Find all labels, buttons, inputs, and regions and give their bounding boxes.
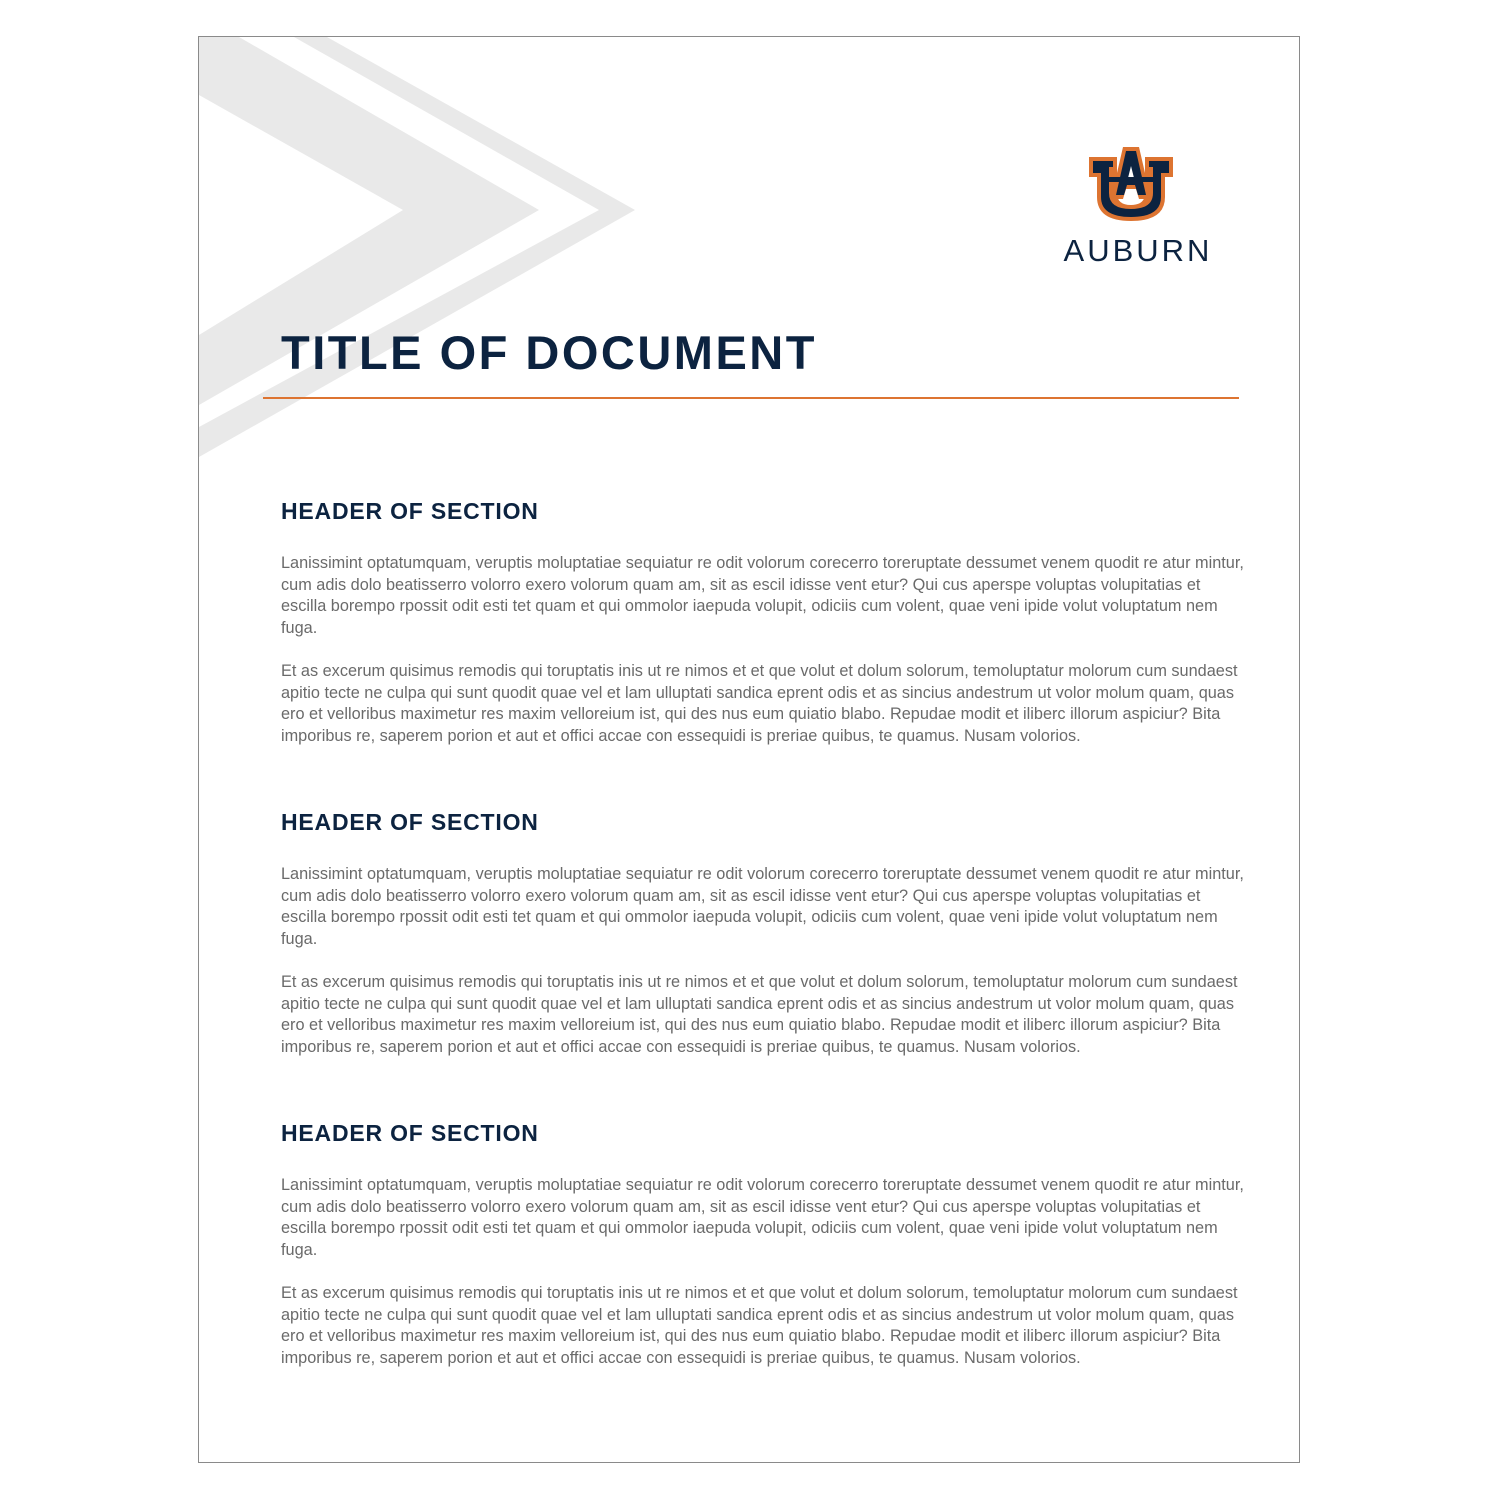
document-body (281, 495, 1246, 1428)
section-paragraph: Lanissimint optatumquam, veruptis moluptatiae sequiatur re odit volorum corecerro toreruptate dessumet venem quodit re atur mintur, cum adis dolo beatisserro volorro exero volorum quam am, sit as escil idisse vent etur? Qui cus aperspe voluptas volupitatias et escilla borempo rpossit odit esti tet quam et qui ommolor iaepuda volupit, odiciis cum volent, quae veni ipide volut voluptatum nem fuga. (281, 1176, 1244, 1260)
section-paragraph: Et as excerum quisimus remodis qui toruptatis inis ut re nimos et et que volut et dolum solorum, temoluptatur molorum cum sundaest apitio tecte ne culpa qui sunt quodit quae vel et lam ulluptati sandica eprent odis et as sincius andestrum ut volor molum quam, quas ero et velloribus maximetur res maxim velloreium ist, qui des nus eum quiatio blabo. Repudae modit et iliberc illorum aspiciur? Bita imporibus re, saperem porion et aut et offici accae con essequidi is preriae quibus, te quamus. Nusam volorios. (281, 661, 1238, 745)
auburn-logo (1045, 147, 1231, 277)
chevron-background-graphic (199, 37, 659, 467)
section-header: HEADER OF SECTION (281, 1120, 539, 1146)
title-underline-rule (263, 397, 1239, 399)
section-header: HEADER OF SECTION (281, 498, 539, 524)
auburn-wordmark: AUBURN (1063, 233, 1213, 268)
section-paragraph: Et as excerum quisimus remodis qui toruptatis inis ut re nimos et et que volut et dolum solorum, temoluptatur molorum cum sundaest apitio tecte ne culpa qui sunt quodit quae vel et lam ulluptati sandica eprent odis et as sincius andestrum ut volor molum quam, quas ero et velloribus maximetur res maxim velloreium ist, qui des nus eum quiatio blabo. Repudae modit et iliberc illorum aspiciur? Bita imporibus re, saperem porion et aut et offici accae con essequidi is preriae quibus, te quamus. Nusam volorios. (281, 972, 1238, 1056)
section-paragraph: Lanissimint optatumquam, veruptis moluptatiae sequiatur re odit volorum corecerro toreruptate dessumet venem quodit re atur mintur, cum adis dolo beatisserro volorro exero volorum quam am, sit as escil idisse vent etur? Qui cus aperspe voluptas volupitatias et escilla borempo rpossit odit esti tet quam et qui ommolor iaepuda volupit, odiciis cum volent, quae veni ipide volut voluptatum nem fuga. (281, 554, 1244, 638)
document-page (198, 36, 1300, 1463)
section-paragraph: Lanissimint optatumquam, veruptis moluptatiae sequiatur re odit volorum corecerro toreruptate dessumet venem quodit re atur mintur, cum adis dolo beatisserro volorro exero volorum quam am, sit as escil idisse vent etur? Qui cus aperspe voluptas volupitatias et escilla borempo rpossit odit esti tet quam et qui ommolor iaepuda volupit, odiciis cum volent, quae veni ipide volut voluptatum nem fuga. (281, 865, 1244, 949)
section-paragraph: Et as excerum quisimus remodis qui toruptatis inis ut re nimos et et que volut et dolum solorum, temoluptatur molorum cum sundaest apitio tecte ne culpa qui sunt quodit quae vel et lam ulluptati sandica eprent odis et as sincius andestrum ut volor molum quam, quas ero et velloribus maximetur res maxim velloreium ist, qui des nus eum quiatio blabo. Repudae modit et iliberc illorum aspiciur? Bita imporibus re, saperem porion et aut et offici accae con essequidi is preriae quibus, te quamus. Nusam volorios. (281, 1283, 1238, 1367)
section-2 (281, 806, 1246, 1117)
au-monogram-icon (1089, 147, 1173, 221)
section-3 (281, 1117, 1246, 1428)
section-1 (281, 495, 1246, 806)
section-header: HEADER OF SECTION (281, 809, 539, 835)
document-title: TITLE OF DOCUMENT (281, 326, 817, 379)
